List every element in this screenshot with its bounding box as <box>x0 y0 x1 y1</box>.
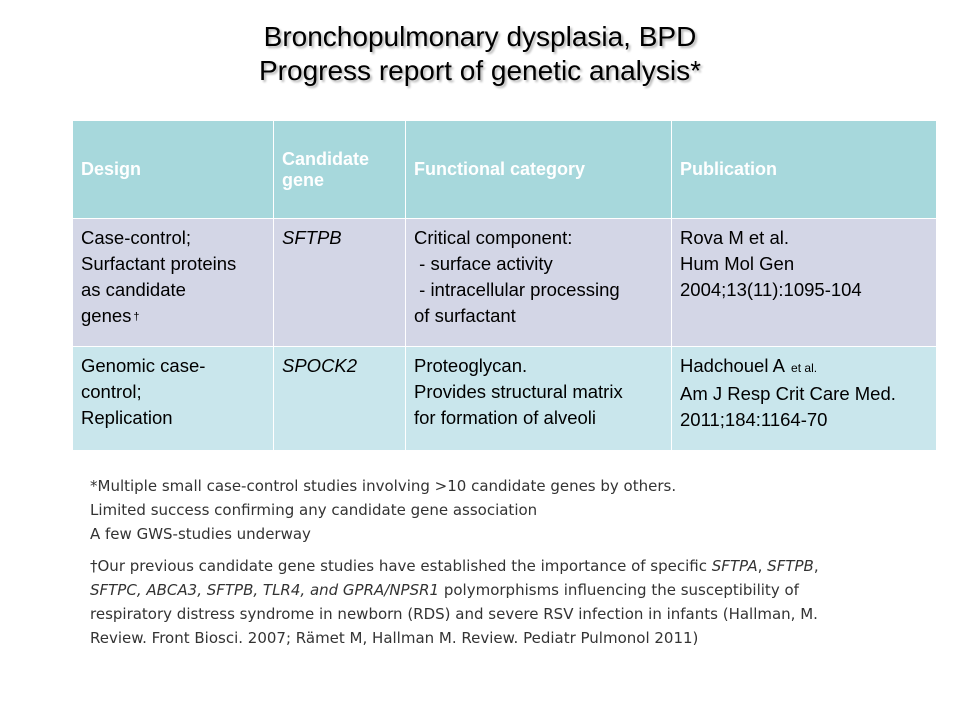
functional-line: - surface activity <box>414 253 553 274</box>
footnote-line: *Multiple small case-control studies involving >10 candidate genes by others. <box>90 477 677 495</box>
slide-title <box>0 20 960 88</box>
gene-name: SFTPB <box>282 227 342 248</box>
title-line-2: Progress report of genetic analysis* <box>259 55 701 86</box>
cell-functional <box>406 347 672 451</box>
footnote-line: Limited success confirming any candidate gene association <box>90 501 538 519</box>
functional-line: Proteoglycan. <box>414 355 528 376</box>
header-design: Design <box>73 121 274 219</box>
footnote-text: , <box>813 557 819 575</box>
cell-design <box>73 347 274 451</box>
table-row <box>73 347 937 451</box>
design-line <box>81 303 265 330</box>
gene-term: SFTPB <box>767 557 814 575</box>
et-al-label: et al. <box>791 361 818 375</box>
publication-line: Hum Mol Gen <box>680 253 795 274</box>
design-line: control; <box>81 381 142 402</box>
footnote-text: , <box>757 557 768 575</box>
functional-line: Critical component: <box>414 227 573 248</box>
publication-author: Hadchouel A <box>680 355 784 376</box>
publication-line: Rova M et al. <box>680 227 789 248</box>
design-last-word: genes <box>81 305 132 326</box>
header-publication: Publication <box>672 121 937 219</box>
footnote-text: †Our previous candidate gene studies have established the importance of specific <box>90 557 712 575</box>
footnotes <box>90 474 940 650</box>
title-line-1: Bronchopulmonary dysplasia, BPD <box>263 21 697 52</box>
header-functional-category: Functional category <box>406 121 672 219</box>
gene-term: SFTPA <box>711 557 758 575</box>
footnote-dagger <box>90 554 940 650</box>
header-gene-line-1: Candidate <box>282 148 370 169</box>
design-line: Replication <box>81 407 173 428</box>
cell-gene <box>274 347 406 451</box>
footnote-summary <box>90 474 940 546</box>
cell-design <box>73 219 274 347</box>
header-candidate-gene <box>274 121 406 219</box>
design-line: Surfactant proteins <box>81 253 237 274</box>
footnote-line <box>90 578 940 602</box>
functional-line: of surfactant <box>414 305 516 326</box>
design-line: Genomic case- <box>81 355 206 376</box>
footnote-text: polymorphisms influencing the susceptibility of <box>439 581 799 599</box>
design-line: as candidate <box>81 279 186 300</box>
footnote-line <box>90 554 940 578</box>
gene-name: SPOCK2 <box>282 355 358 376</box>
cell-gene <box>274 219 406 347</box>
design-line: Case-control; <box>81 227 192 248</box>
gene-term: SFTPC, ABCA3, SFTPB, TLR4, and GPRA/NPSR1 <box>90 581 440 599</box>
dagger-mark: † <box>133 311 140 323</box>
cell-publication <box>672 219 937 347</box>
footnote-line: respiratory distress syndrome in newborn (RDS) and severe RSV infection in infants (Hallman, M. <box>90 605 818 623</box>
table-header-row <box>73 121 937 219</box>
functional-line: Provides structural matrix <box>414 381 623 402</box>
publication-line: Am J Resp Crit Care Med. <box>680 383 896 404</box>
publication-line <box>680 353 928 381</box>
cell-functional <box>406 219 672 347</box>
publication-line: 2004;13(11):1095-104 <box>680 279 862 300</box>
footnote-line: A few GWS-studies underway <box>90 525 311 543</box>
functional-line: for formation of alveoli <box>414 407 597 428</box>
header-gene-line-2: gene <box>282 169 325 190</box>
table-row <box>73 219 937 347</box>
functional-line: - intracellular processing <box>414 279 620 300</box>
cell-publication <box>672 347 937 451</box>
footnote-line: Review. Front Biosci. 2007; Rämet M, Hallman M. Review. Pediatr Pulmonol 2011) <box>90 629 699 647</box>
publication-line: 2011;184:1164-70 <box>680 409 828 430</box>
genetic-analysis-table <box>72 120 937 451</box>
